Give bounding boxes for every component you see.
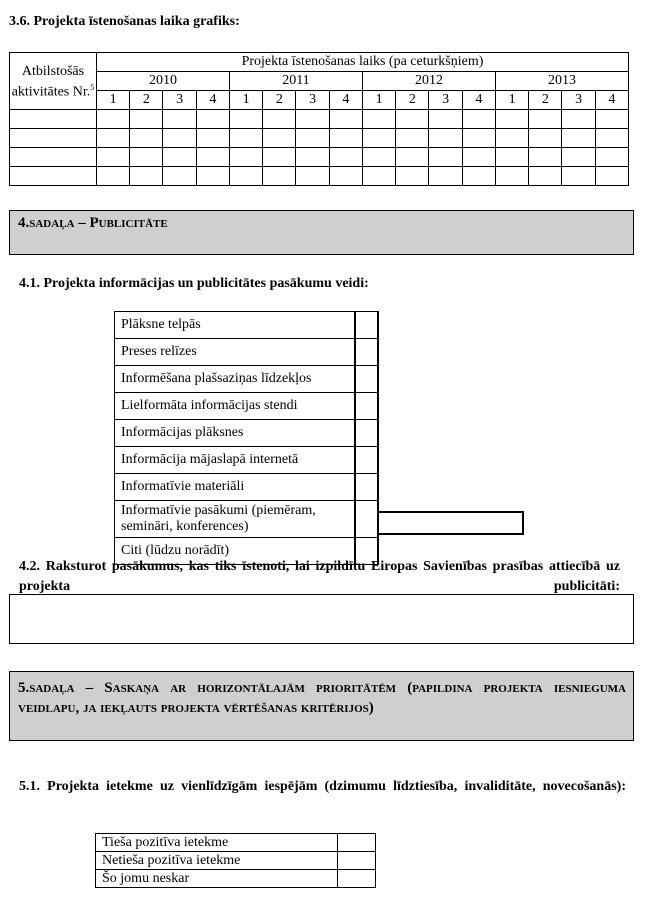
schedule-cell[interactable]	[362, 148, 395, 167]
publicity-item-row	[115, 366, 378, 393]
schedule-cell[interactable]	[263, 167, 296, 186]
schedule-cell[interactable]	[562, 110, 595, 129]
publicity-item-label: Lielformāta informācijas stendi	[115, 393, 355, 420]
publicity-item-checkbox[interactable]	[355, 393, 378, 420]
publicity-item-label: Informatīvie materiāli	[115, 474, 355, 501]
schedule-cell[interactable]	[396, 129, 429, 148]
schedule-cell[interactable]	[396, 110, 429, 129]
schedule-cell[interactable]	[562, 129, 595, 148]
impact-item-row	[96, 852, 376, 870]
impact-item-checkbox[interactable]	[338, 852, 376, 870]
schedule-cell[interactable]	[329, 129, 362, 148]
schedule-cell[interactable]	[529, 148, 562, 167]
schedule-cell[interactable]	[130, 110, 163, 129]
quarter-header: 1	[495, 91, 528, 110]
quarter-header: 1	[96, 91, 129, 110]
schedule-cell[interactable]	[462, 148, 495, 167]
schedule-cell[interactable]	[196, 110, 229, 129]
schedule-cell[interactable]	[462, 110, 495, 129]
schedule-cell[interactable]	[196, 148, 229, 167]
schedule-cell[interactable]	[595, 167, 628, 186]
quarter-header: 2	[263, 91, 296, 110]
impact-item-label: Tieša pozitīva ietekme	[96, 834, 338, 852]
activities-column-header: Atbilstošās aktivitātes Nr.$^5$	[10, 53, 97, 110]
schedule-cell[interactable]	[362, 167, 395, 186]
publicity-item-checkbox[interactable]	[355, 474, 378, 501]
section-4-2-heading: 4.2. Raksturot pasākumus, kas tiks īstenoti, lai izpildītu Eiropas Savienības prasības attiecībā uz projekta publicitāti:	[19, 559, 620, 594]
quarter-header: 4	[329, 91, 362, 110]
schedule-cell[interactable]	[296, 129, 329, 148]
schedule-cell[interactable]	[229, 148, 262, 167]
schedule-cell[interactable]	[462, 167, 495, 186]
schedule-cell[interactable]	[495, 129, 528, 148]
publicity-item-label: Informēšana plašsaziņas līdzekļos	[115, 366, 355, 393]
quarter-header: 3	[562, 91, 595, 110]
publicity-item-row	[115, 501, 378, 538]
schedule-cell[interactable]	[130, 148, 163, 167]
schedule-cell[interactable]	[10, 110, 97, 129]
quarters-row	[10, 91, 629, 110]
quarter-header: 3	[429, 91, 462, 110]
schedule-cell[interactable]	[163, 167, 196, 186]
quarter-header: 1	[229, 91, 262, 110]
schedule-row	[10, 167, 629, 186]
impact-item-checkbox[interactable]	[338, 870, 376, 888]
other-specify-field[interactable]	[377, 511, 524, 535]
quarter-header: 2	[130, 91, 163, 110]
publicity-item-checkbox[interactable]	[355, 366, 378, 393]
schedule-cell[interactable]	[362, 110, 395, 129]
schedule-cell[interactable]	[263, 148, 296, 167]
schedule-cell[interactable]	[562, 167, 595, 186]
publicity-item-label: Plāksne telpās	[115, 312, 355, 339]
quarter-header: 2	[529, 91, 562, 110]
schedule-cell[interactable]	[130, 129, 163, 148]
schedule-cell[interactable]	[495, 167, 528, 186]
impact-item-checkbox[interactable]	[338, 834, 376, 852]
years-row	[10, 72, 629, 91]
publicity-item-row	[115, 474, 378, 501]
schedule-cell[interactable]	[263, 129, 296, 148]
schedule-cell[interactable]	[196, 129, 229, 148]
schedule-cell[interactable]	[229, 110, 262, 129]
impact-item-label: Šo jomu neskar	[96, 870, 338, 888]
year-header: 2010	[96, 72, 229, 91]
schedule-cell[interactable]	[229, 129, 262, 148]
schedule-cell[interactable]	[396, 148, 429, 167]
quarter-header: 3	[163, 91, 196, 110]
schedule-cell[interactable]	[495, 110, 528, 129]
schedule-cell[interactable]	[296, 110, 329, 129]
schedule-cell[interactable]	[163, 148, 196, 167]
schedule-cell[interactable]	[529, 110, 562, 129]
schedule-cell[interactable]	[329, 148, 362, 167]
schedule-cell[interactable]	[10, 148, 97, 167]
schedule-cell[interactable]	[10, 167, 97, 186]
schedule-cell[interactable]	[462, 129, 495, 148]
impact-item-row	[96, 870, 376, 888]
schedule-cell[interactable]	[595, 148, 628, 167]
publicity-item-checkbox[interactable]	[355, 312, 378, 339]
schedule-cell[interactable]	[595, 110, 628, 129]
schedule-cell[interactable]	[429, 129, 462, 148]
publicity-item-row	[115, 420, 378, 447]
section-5-1-heading: 5.1. Projekta ietekme uz vienlīdzīgām iespējām (dzimumu līdztiesība, invaliditāte, novecošanās):	[19, 779, 626, 794]
schedule-cell[interactable]	[429, 110, 462, 129]
year-header: 2013	[495, 72, 628, 91]
schedule-cell[interactable]	[96, 129, 129, 148]
schedule-cell[interactable]	[495, 148, 528, 167]
publicity-item-label: Citi (lūdzu norādīt)	[115, 538, 355, 565]
schedule-cell[interactable]	[10, 129, 97, 148]
publicity-item-row	[115, 447, 378, 474]
schedule-cell[interactable]	[130, 167, 163, 186]
schedule-cell[interactable]	[396, 167, 429, 186]
section-3-6-heading: 3.6. Projekta īstenošanas laika grafiks:	[9, 14, 240, 29]
schedule-cell[interactable]	[429, 167, 462, 186]
section-4-1-heading: 4.1. Projekta informācijas un publicitātes pasākumu veidi:	[19, 276, 369, 291]
publicity-item-label: Informatīvie pasākumi (piemēram, semināri, konferences)	[115, 501, 355, 538]
quarter-header: 4	[595, 91, 628, 110]
schedule-cell[interactable]	[529, 129, 562, 148]
schedule-cell[interactable]	[296, 167, 329, 186]
time-header: Projekta īstenošanas laiks (pa ceturkšņiem)	[96, 53, 628, 72]
schedule-cell[interactable]	[163, 110, 196, 129]
schedule-cell[interactable]	[529, 167, 562, 186]
schedule-cell[interactable]	[196, 167, 229, 186]
schedule-cell[interactable]	[96, 148, 129, 167]
schedule-cell[interactable]	[229, 167, 262, 186]
schedule-row	[10, 110, 629, 129]
quarter-header: 4	[462, 91, 495, 110]
publicity-item-label: Preses relīzes	[115, 339, 355, 366]
schedule-cell[interactable]	[329, 110, 362, 129]
quarter-header: 3	[296, 91, 329, 110]
publicity-item-row	[115, 312, 378, 339]
quarter-header: 4	[196, 91, 229, 110]
schedule-cell[interactable]	[96, 167, 129, 186]
publicity-item-row	[115, 339, 378, 366]
schedule-table	[9, 52, 629, 186]
schedule-cell[interactable]	[163, 129, 196, 148]
schedule-cell[interactable]	[296, 148, 329, 167]
section-4-header: 4.sadaļa – Publicitāte	[9, 210, 634, 255]
impact-item-row	[96, 834, 376, 852]
schedule-cell[interactable]	[429, 148, 462, 167]
schedule-cell[interactable]	[595, 129, 628, 148]
schedule-cell[interactable]	[96, 110, 129, 129]
schedule-cell[interactable]	[263, 110, 296, 129]
publicity-item-checkbox[interactable]	[355, 339, 378, 366]
schedule-cell[interactable]	[362, 129, 395, 148]
schedule-cell[interactable]	[562, 148, 595, 167]
quarter-header: 2	[396, 91, 429, 110]
publicity-types-table	[114, 311, 379, 565]
publicity-item-row	[115, 393, 378, 420]
impact-item-label: Netieša pozitīva ietekme	[96, 852, 338, 870]
publicity-item-label: Informācija mājaslapā internetā	[115, 447, 355, 474]
impact-table	[95, 833, 376, 888]
year-header: 2012	[362, 72, 495, 91]
quarter-header: 1	[362, 91, 395, 110]
year-header: 2011	[229, 72, 362, 91]
schedule-row	[10, 129, 629, 148]
schedule-row	[10, 148, 629, 167]
publicity-item-checkbox[interactable]	[355, 447, 378, 474]
schedule-cell[interactable]	[329, 167, 362, 186]
publicity-item-checkbox[interactable]	[355, 501, 378, 538]
publicity-item-checkbox[interactable]	[355, 420, 378, 447]
publicity-description-field[interactable]	[9, 594, 634, 644]
section-5-header: 5.sadaļa – Saskaņa ar horizontālajām prioritātēm (papildina projekta iesnieguma veidlapu, ja iekļauts projekta vērtēšanas kritērijos)	[9, 671, 634, 741]
publicity-item-label: Informācijas plāksnes	[115, 420, 355, 447]
